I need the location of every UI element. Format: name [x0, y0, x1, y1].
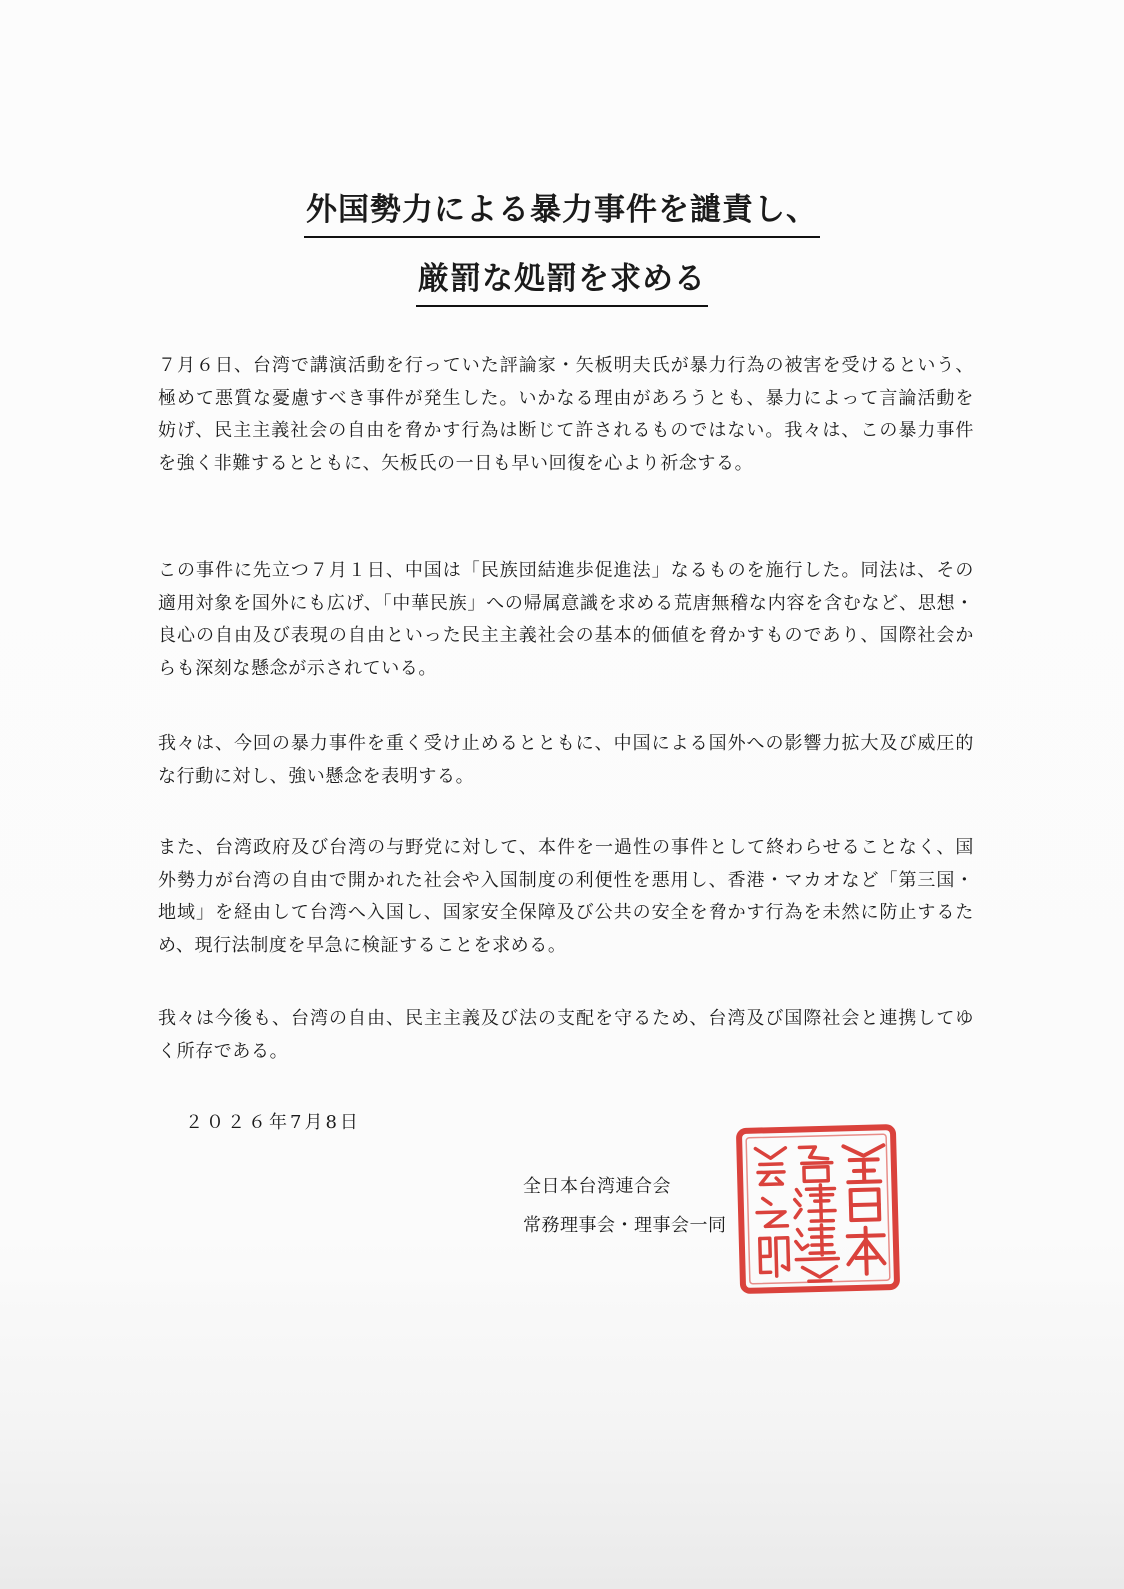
signature-board: 常務理事会・理事会一同: [523, 1215, 727, 1236]
paragraph-incident: ７月６日、台湾で講演活動を行っていた評論家・矢板明夫氏が暴力行為の被害を受けるという、極めて悪質な憂慮すべき事件が発生した。いかなる理由があろうとも、暴力によって言論活動を妨げ、民主主義社会の自由を脅かす行為は断じて許されるものではない。我々は、この暴力事件を強く非難するとともに、矢板氏の一日も早い回復を心より祈念する。: [158, 355, 974, 474]
document-date: ２０２６年7月8日: [185, 1112, 361, 1133]
paragraph-request: また、台湾政府及び台湾の与野党に対して、本件を一過性の事件として終わらせることなく、国外勢力が台湾の自由で開かれた社会や入国制度の利便性を悪用し、香港・マカオなど「第三国・地域」を経由して台湾へ入国し、国家安全保障及び公共の安全を脅かす行為を未然に防止するため、現行法制度を早急に検証することを求める。: [158, 837, 974, 956]
paragraph-china-law: この事件に先立つ７月１日、中国は「民族団結進歩促進法」なるものを施行した。同法は、その適用対象を国外にも広げ、「中華民族」への帰属意識を求める荒唐無稽な内容を含むなど、思想・良心の自由及び表現の自由といった民主主義社会の基本的価値を脅かすものであり、国際社会からも深刻な懸念が示されている。: [158, 560, 974, 679]
signature-organization: 全日本台湾連合会: [523, 1176, 671, 1197]
paragraph-commitment: 我々は今後も、台湾の自由、民主主義及び法の支配を守るため、台湾及び国際社会と連携してゆく所存である。: [158, 1008, 974, 1062]
title-line-2-text: 厳罰な処罰を求める: [416, 259, 708, 307]
document-title-line-2: [0, 259, 1124, 307]
paragraph-concern: 我々は、今回の暴力事件を重く受け止めるとともに、中国による国外への影響力拡大及び威圧的な行動に対し、強い懸念を表明する。: [158, 733, 974, 787]
title-line-1-text: 外国勢力による暴力事件を譴責し、: [304, 190, 820, 238]
red-seal-stamp: [735, 1123, 901, 1295]
document-title-line-1: [0, 190, 1124, 238]
